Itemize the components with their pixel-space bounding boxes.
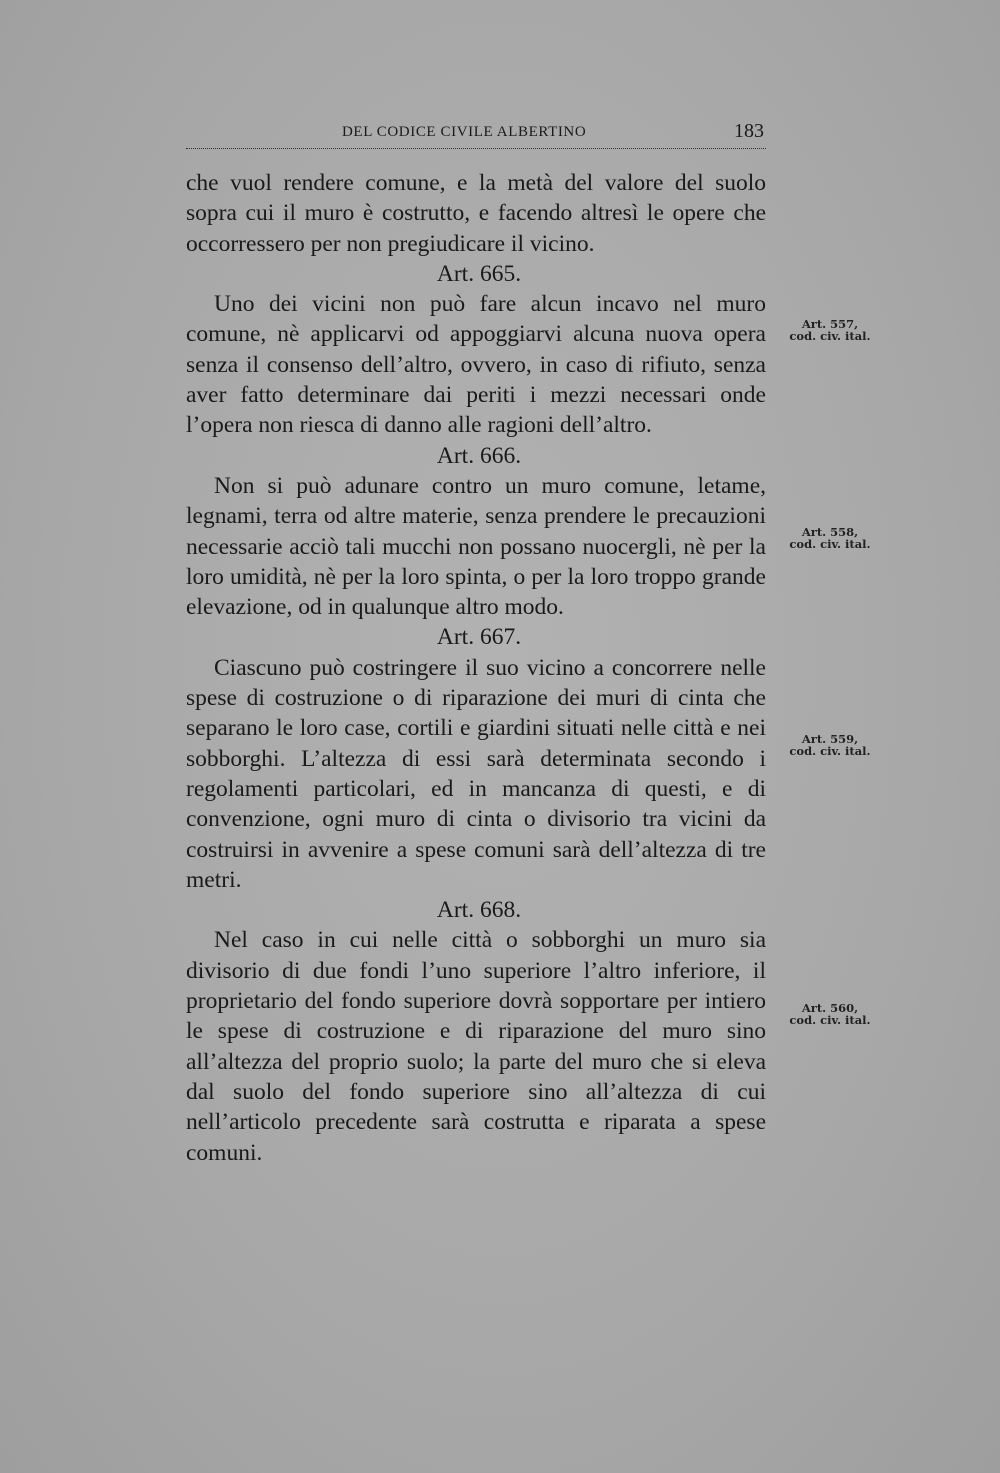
article-text-668: Nel caso in cui nelle città o sobborghi un muro sia divisorio di due fondi l’uno superiore l’altro inferiore, il proprietario del fondo superiore dovrà sopportare per intiero le spese di costruzione e di riparazione del muro sino all’altezza del proprio suolo; la parte del muro che si eleva dal suolo del fondo superiore sino all’altezza di cui nell’articolo precedente sarà costrutta e riparata a spese comuni. [186,927,766,1166]
margin-note-art-559 [770,733,890,757]
margin-note-ref: cod. civ. ital. [789,329,871,343]
margin-note-label: Art. 557, [801,317,859,331]
article-heading-668: Art. 668. [436,897,522,924]
margin-note-ref: cod. civ. ital. [789,744,871,758]
article-text-665: Uno dei vicini non può fare alcun incavo nel muro comune, nè applicarvi od appoggiarvi alcuna nuova opera senza il consenso dell’altro, ovvero, in caso di rifiuto, senza aver fatto determinare dai periti i mezzi necessari onde l’opera non riesca di danno alle ragioni dell’altro. [186,291,766,439]
continued-paragraph: che vuol rendere comune, e la metà del valore del suolo sopra cui il muro è costrutto, e facendo altresì le opere che occorressero per non pregiudicare il vicino. [186,170,766,257]
page-number: 183 [734,120,764,142]
margin-note-art-558 [770,526,890,550]
margin-note-label: Art. 558, [801,525,859,539]
article-heading-667: Art. 667. [436,624,522,651]
margin-note-art-560 [770,1002,890,1026]
running-title: DEL CODICE CIVILE ALBERTINO [342,124,587,140]
margin-note-art-557 [770,318,890,342]
margin-note-label: Art. 560, [801,1001,859,1015]
margin-note-ref: cod. civ. ital. [789,537,871,551]
margin-note-label: Art. 559, [801,732,859,746]
running-head [186,122,766,149]
article-heading-665: Art. 665. [436,260,522,287]
body-text [186,168,766,1168]
article-heading-666: Art. 666. [436,442,522,469]
article-text-667: Ciascuno può costringere il suo vicino a concorrere nelle spese di costruzione o di riparazione dei muri di cinta che separano le loro case, cortili e giardini situati nelle città e nei sobborghi. L’altezza di essi sarà determinata secondo i regolamenti particolari, ed in mancanza di questi, e di convenzione, ogni muro di cinta o divisorio tra vicini da costruirsi in avvenire a spese comuni sarà dell’altezza di tre metri. [186,654,766,893]
article-text-666: Non si può adunare contro un muro comune, letame, legnami, terra od altre materie, senza prendere le precauzioni necessarie acciò tali mucchi non possano nuocergli, nè per la loro umidità, nè per la loro spinta, o per la loro troppo grande elevazione, od in qualunque altro modo. [186,472,766,621]
margin-note-ref: cod. civ. ital. [789,1013,871,1027]
